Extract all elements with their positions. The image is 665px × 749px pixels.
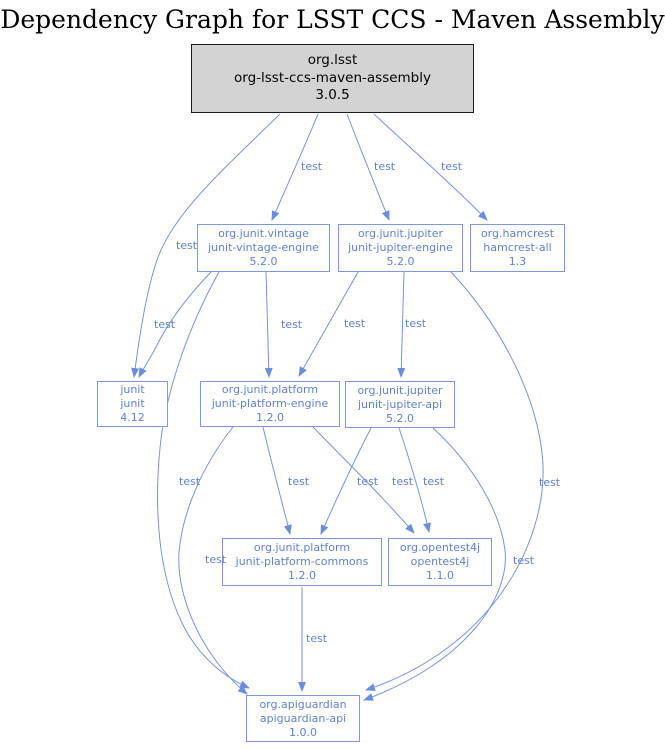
node-junit-platform-engine[interactable] [200,381,340,427]
node-artifact: apiguardian-api [259,711,347,725]
edge-label: test [374,160,396,173]
node-artifact: hamcrest-all [483,241,552,254]
edge-label: test [357,475,379,488]
node-group: org.hamcrest [480,227,555,240]
node-group: org.junit.vintage [218,227,309,240]
edge-label: test [306,632,328,645]
node-version: 5.2.0 [386,411,414,425]
node-junit-platform-commons[interactable] [222,538,382,586]
node-version: 1.3 [508,255,527,268]
edge-label: test [176,239,198,252]
node-version: 5.2.0 [386,255,415,268]
node-group: org.junit.jupiter [357,383,443,397]
node-version: 1.2.0 [288,569,316,582]
node-group: org.junit.jupiter [357,227,444,240]
edge-label: test [392,475,414,488]
node-apiguardian-api[interactable] [246,695,360,742]
node-artifact: junit-jupiter-engine [348,241,453,254]
edge-label: test [423,475,445,488]
node-version: 1.0.0 [289,725,317,739]
node-org-lsst-ccs-maven-assembly[interactable] [191,44,474,113]
node-artifact: org-lsst-ccs-maven-assembly [234,69,431,86]
node-hamcrest-all[interactable] [470,224,565,272]
node-junit-jupiter-engine[interactable] [338,224,463,272]
node-junit[interactable] [97,381,168,427]
node-artifact: opentest4j [410,555,470,568]
node-opentest4j[interactable] [388,538,492,586]
edge-junit-vintage-engine-to-apiguardian-api [158,272,249,688]
graph-title: Dependency Graph for LSST CCS - Maven Assembly [0,5,665,34]
node-version: 1.1.0 [426,569,454,582]
node-version: 5.2.0 [249,255,278,268]
edge-label: test [344,317,366,330]
node-junit-jupiter-api[interactable] [345,381,455,428]
edge-label: test [154,318,176,331]
edge-label: test [288,475,310,488]
edge-label: test [281,318,303,331]
node-artifact: junit-jupiter-api [357,397,443,411]
edge-junit-jupiter-engine-to-junit-jupiter-api [401,272,404,377]
node-version: 4.12 [120,411,145,424]
node-group: junit [120,383,145,396]
edge-label: test [205,553,227,566]
edge-label: test [539,476,561,489]
node-group: org.opentest4j [399,541,481,554]
node-artifact: junit [120,397,145,410]
edge-junit-platform-engine-to-junit-platform-commons [263,427,290,534]
edge-label: test [301,160,323,173]
edge-label: test [405,317,427,330]
node-group: org.junit.platform [221,383,319,396]
node-group: org.junit.platform [253,541,351,554]
edge-junit-vintage-engine-to-junit-platform-engine [266,272,269,377]
node-junit-vintage-engine[interactable] [197,224,330,272]
edge-label: test [179,475,201,488]
node-group: org.lsst [307,52,358,69]
node-artifact: junit-platform-engine [211,397,329,410]
node-version: 1.2.0 [256,411,284,424]
node-group: org.apiguardian [259,697,347,711]
node-artifact: junit-platform-commons [235,555,369,568]
edge-label: test [513,554,535,567]
node-version: 3.0.5 [315,87,350,104]
node-artifact: junit-vintage-engine [208,241,319,254]
edge-label: test [441,160,463,173]
